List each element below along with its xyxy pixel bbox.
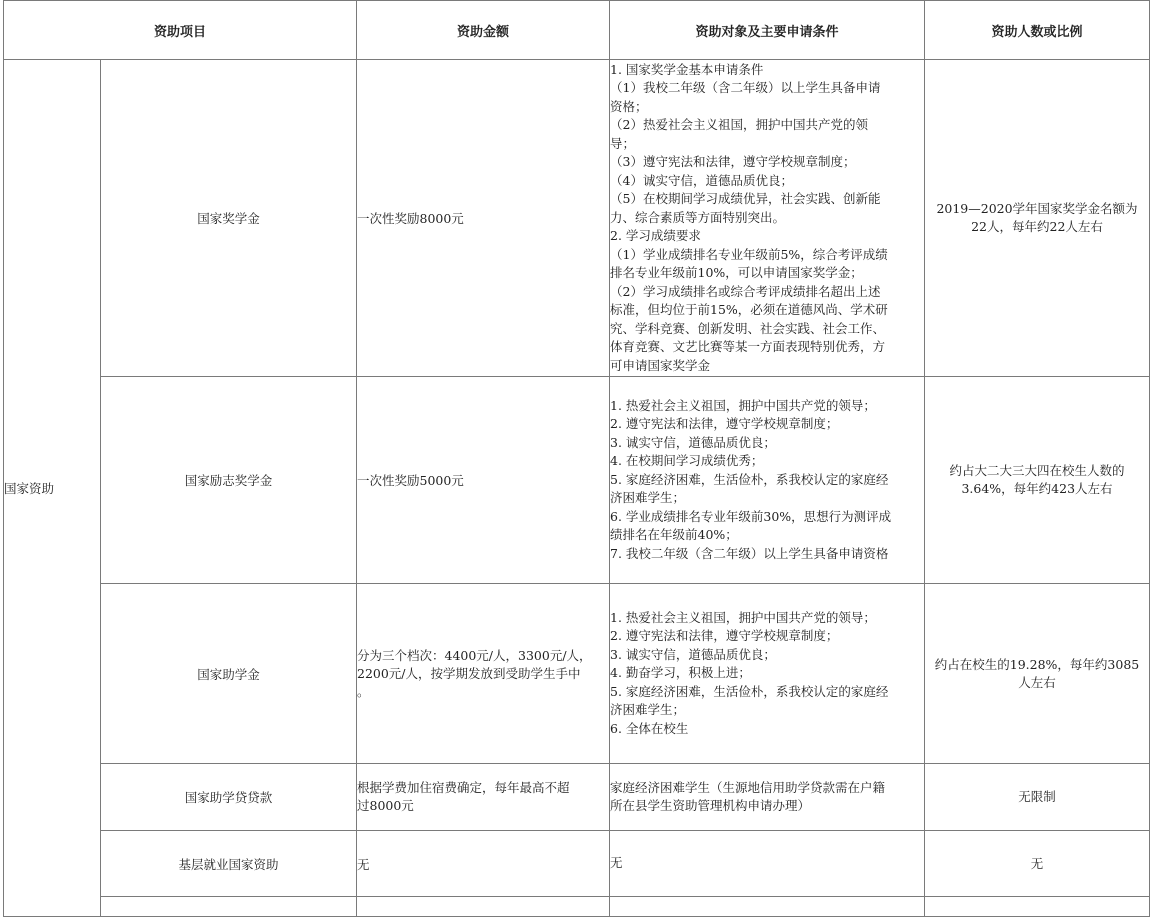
condition-line: 1. 国家奖学金基本申请条件 xyxy=(610,61,764,77)
count-line: 约占大二大三大四在校生人数的 xyxy=(949,463,1125,478)
aid-table xyxy=(3,0,1150,917)
condition-line: （1）我校二年级（含二年级）以上学生具备申请 xyxy=(610,80,881,96)
aid-name: 国家助学贷贷款 xyxy=(101,764,357,831)
condition-line: 3. 诚实守信，道德品质优良； xyxy=(610,434,776,450)
condition-line: 济困难学生； xyxy=(610,702,686,718)
condition-line: 5. 家庭经济困难，生活俭朴，系我校认定的家庭经 xyxy=(610,471,889,487)
condition-line: （4）诚实守信，道德品质优良； xyxy=(610,172,793,188)
aid-name: 基层就业国家资助 xyxy=(101,831,357,897)
aid-count xyxy=(925,831,1150,897)
aid-count xyxy=(925,764,1150,831)
condition-line: 4. 勤奋学习，积极上进； xyxy=(610,665,751,681)
aid-amount xyxy=(357,831,610,897)
count-line: 人左右 xyxy=(1018,674,1056,690)
aid-count xyxy=(925,377,1150,584)
condition-line: 4. 在校期间学习成绩优秀； xyxy=(610,453,764,469)
condition-line: （2）热爱社会主义祖国，拥护中国共产党的领 xyxy=(610,117,868,133)
table-row xyxy=(4,764,1150,831)
aid-amount xyxy=(357,764,610,831)
count-line: 3.64%，每年约423人左右 xyxy=(961,481,1113,496)
condition-line: （3）遵守宪法和法律，遵守学校规章制度； xyxy=(610,154,856,170)
count-line: 约占在校生的19.28%，每年约3085 xyxy=(934,656,1140,672)
header-amount: 资助金额 xyxy=(357,1,610,60)
table-row xyxy=(4,584,1150,764)
aid-count xyxy=(925,60,1150,377)
count-line: 2019—2020学年国家奖学金名额为 xyxy=(936,201,1138,216)
condition-line: 5. 家庭经济困难，生活俭朴，系我校认定的家庭经 xyxy=(610,683,889,699)
amount-line: 2200元/人，按学期发放到受助学生手中 xyxy=(357,665,581,681)
aid-conditions xyxy=(610,584,925,764)
condition-line: 2. 遵守宪法和法律，遵守学校规章制度； xyxy=(610,416,839,432)
condition-line: 标准，但均位于前15%，必须在道德风尚、学术研 xyxy=(610,302,888,318)
condition-line: 无 xyxy=(610,855,623,871)
condition-line: 6. 全体在校生 xyxy=(610,720,689,736)
condition-line: 3. 诚实守信，道德品质优良； xyxy=(610,646,776,662)
category-cell: 国家资助 xyxy=(4,60,101,917)
header-item: 资助项目 xyxy=(4,1,357,60)
condition-line: 导； xyxy=(610,135,636,151)
amount-line: 。 xyxy=(357,683,370,699)
aid-amount xyxy=(357,584,610,764)
aid-conditions xyxy=(610,831,925,897)
count-line: 22人，每年约22人左右 xyxy=(971,219,1103,234)
aid-amount xyxy=(357,60,610,377)
count-line: 无限制 xyxy=(1018,789,1056,804)
condition-line: 1. 热爱社会主义祖国，拥护中国共产党的领导； xyxy=(610,397,876,413)
condition-line: 6. 学业成绩排名专业年级前30%，思想行为测评成 xyxy=(610,508,892,524)
table-row xyxy=(4,831,1150,897)
condition-line: 家庭经济困难学生（生源地信用助学贷款需在户籍 xyxy=(610,779,886,795)
condition-line: 资格； xyxy=(610,98,648,114)
condition-line: （1）学业成绩排名专业年级前5%，综合考评成绩 xyxy=(610,246,888,262)
aid-name: 国家奖学金 xyxy=(101,60,357,377)
header-conditions: 资助对象及主要申请条件 xyxy=(610,1,925,60)
amount-line: 分为三个档次：4400元/人，3300元/人， xyxy=(357,647,592,663)
condition-line: 力、综合素质等方面特别突出。 xyxy=(610,209,786,225)
condition-line: 7. 我校二年级（含二年级）以上学生具备申请资格 xyxy=(610,545,889,561)
header-row xyxy=(4,1,1150,60)
aid-conditions xyxy=(610,60,925,377)
condition-line: 1. 热爱社会主义祖国，拥护中国共产党的领导； xyxy=(610,609,876,625)
aid-count xyxy=(925,584,1150,764)
table-row xyxy=(4,377,1150,584)
header-count: 资助人数或比例 xyxy=(925,1,1150,60)
condition-line: 可申请国家奖学金 xyxy=(610,357,711,373)
condition-line: （5）在校期间学习成绩优异，社会实践、创新能 xyxy=(610,191,881,207)
condition-line: （2）学习成绩排名或综合考评成绩排名超出上述 xyxy=(610,283,881,299)
condition-line: 体育竞赛、文艺比赛等某一方面表现特别优秀，方 xyxy=(610,339,886,355)
aid-name: 国家助学金 xyxy=(101,584,357,764)
amount-line: 无 xyxy=(357,856,370,872)
aid-amount xyxy=(357,377,610,584)
count-line: 无 xyxy=(1030,855,1044,871)
amount-line: 根据学费加住宿费确定，每年最高不超 xyxy=(357,779,570,795)
aid-name: 国家励志奖学金 xyxy=(101,377,357,584)
condition-line: 2. 学习成绩要求 xyxy=(610,228,701,244)
condition-line: 济困难学生； xyxy=(610,490,686,506)
condition-line: 所在县学生资助管理机构申请办理） xyxy=(610,798,811,813)
amount-line: 一次性奖励8000元 xyxy=(357,211,464,226)
condition-line: 2. 遵守宪法和法律，遵守学校规章制度； xyxy=(610,628,839,644)
condition-line: 绩排名在年级前40%； xyxy=(610,527,738,543)
aid-conditions xyxy=(610,377,925,584)
amount-line: 一次性奖励5000元 xyxy=(357,473,464,488)
table-row xyxy=(4,60,1150,377)
condition-line: 排名专业年级前10%，可以申请国家奖学金； xyxy=(610,265,863,281)
aid-conditions xyxy=(610,764,925,831)
condition-line: 究、学科竞赛、创新发明、社会实践、社会工作、 xyxy=(610,320,886,336)
amount-line: 过8000元 xyxy=(357,798,414,813)
